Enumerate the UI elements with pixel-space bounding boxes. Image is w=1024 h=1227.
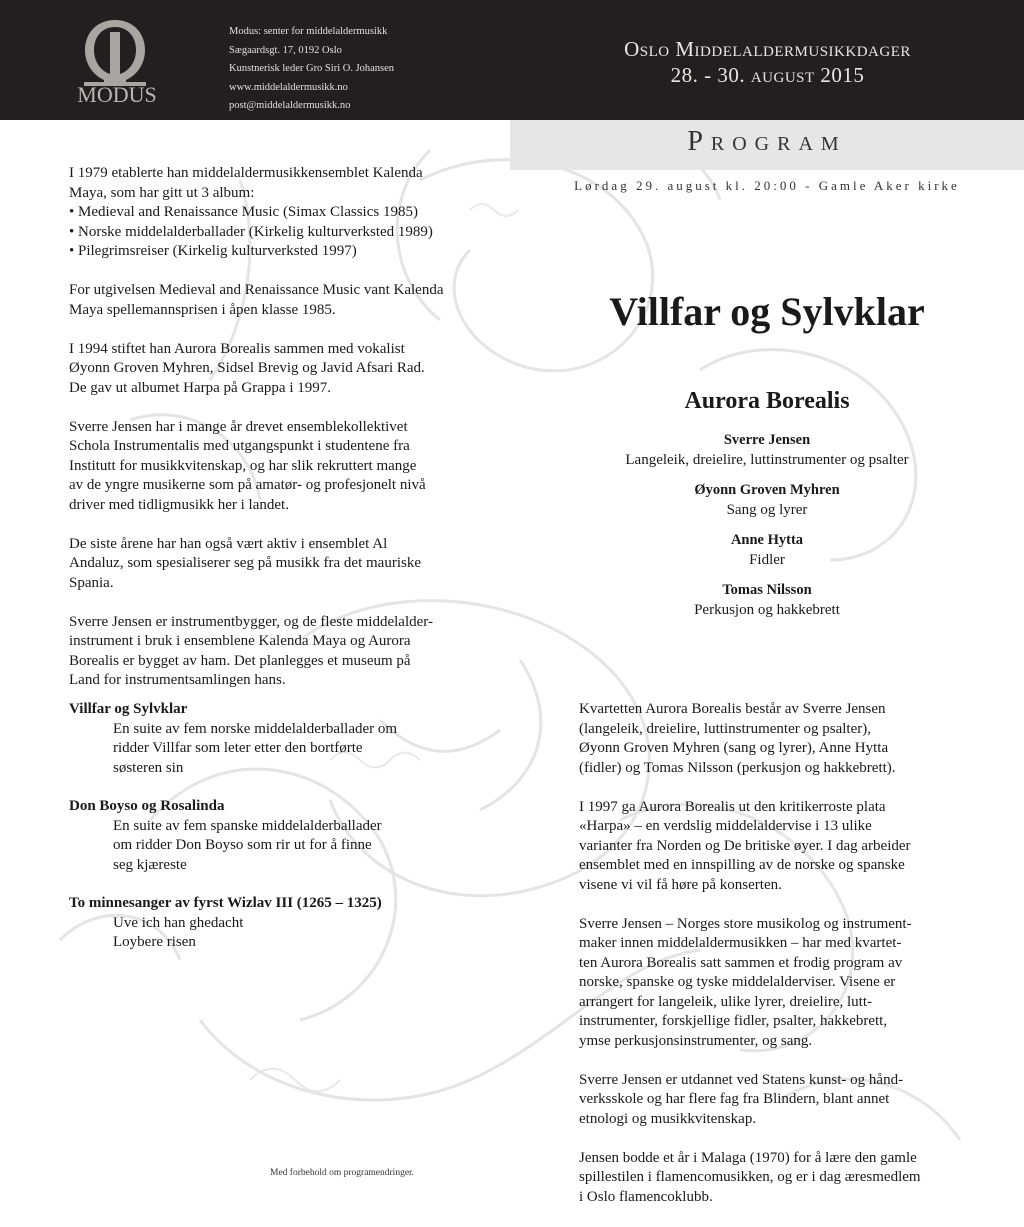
repertoire-item: [69, 797, 489, 875]
text-line: (fidler) og Tomas Nilsson (perkusjon og hakkebrett).: [579, 759, 896, 776]
text-line: instrument i bruk i ensemblene Kalenda Maya og Aurora: [69, 633, 411, 649]
text-line: Maya spellemannsprisen i åpen klasse 1985.: [69, 301, 336, 318]
text-line: Kvartetten Aurora Borealis består av Sverre Jensen: [579, 701, 886, 717]
repertoire-item: [69, 700, 489, 778]
member-item: [510, 580, 1024, 620]
text-line: visene vi vil få høre på konserten.: [579, 876, 782, 893]
concert-date-venue: Lørdag 29. august kl. 20:00 - Gamle Aker kirke: [574, 178, 960, 193]
festival-name: Oslo Middelaldermusikkdager: [624, 37, 911, 61]
text-line: Sverre Jensen er utdannet ved Statens kunst- og hånd-: [579, 1071, 904, 1088]
repertoire-line: En suite av fem spanske middelalderballader: [113, 817, 382, 834]
festival-title: [560, 36, 975, 88]
bio-paragraph: [69, 281, 489, 320]
member-list: [510, 430, 1024, 630]
email-link[interactable]: post@middelaldermusikk.no: [229, 100, 351, 111]
description-paragraph: [579, 700, 979, 778]
text-line: ymse perkusjonsinstrumenter, og sang.: [579, 1032, 813, 1049]
contact-line: Sægaardsgt. 17, 0192 Oslo: [229, 44, 342, 56]
text-line: Øyonn Groven Myhren, Sidsel Brevig og Javid Afsari Rad.: [69, 360, 425, 376]
text-line: varianter fra Norden og De britiske øyer. I dag arbeider: [579, 837, 911, 854]
ensemble-description: [579, 700, 979, 1227]
text-line: norske, spanske og tyske middelalderviser. Visene er: [579, 974, 896, 990]
member-role: Sang og lyrer: [726, 502, 808, 518]
footer-disclaimer: Med forbehold om programendringer.: [270, 1168, 415, 1178]
text-line: ten Aurora Borealis satt sammen et frodig program av: [579, 954, 903, 971]
repertoire-title: To minnesanger av fyrst Wizlav III (1265 – 1325): [69, 895, 382, 911]
text-line: Øyonn Groven Myhren (sang og lyrer), Anne Hytta: [579, 740, 889, 756]
website-link[interactable]: www.middelaldermusikk.no: [229, 81, 348, 93]
text-line: instrumenter, forskjellige fidler, psalter, hakkebrett,: [579, 1013, 888, 1029]
text-line: Borealis er bygget av ham. Det planlegges et museum på: [69, 652, 411, 669]
ensemble-name: Aurora Borealis: [684, 388, 850, 414]
text-line: Institutt for musikkvitenskap, og har slik rekruttert mange: [69, 457, 417, 474]
text-line: Spania.: [69, 574, 114, 591]
member-name: Tomas Nilsson: [722, 582, 812, 598]
concert-title: Villfar og Sylvklar: [609, 289, 925, 334]
text-line: De gav ut albumet Harpa på Grappa i 1997.: [69, 379, 331, 396]
biography-column: [69, 164, 489, 710]
description-paragraph: [579, 915, 979, 1052]
member-name: Øyonn Groven Myhren: [694, 482, 840, 498]
text-line: «Harpa» – en verdslig middelaldervise i 13 ulike: [579, 818, 872, 834]
album-list-item: • Norske middelalderballader (Kirkelig kulturverksted 1989): [69, 223, 433, 240]
bio-paragraph: [69, 418, 489, 516]
text-line: I 1994 stiftet han Aurora Borealis sammen med vokalist: [69, 340, 405, 357]
member-item: [510, 480, 1024, 520]
repertoire-title: Villfar og Sylvklar: [69, 701, 188, 717]
text-line: i Oslo flamencoklubb.: [579, 1188, 713, 1205]
album-list-item: • Pilegrimsreiser (Kirkelig kulturverksted 1997): [69, 243, 357, 259]
repertoire-line: søsteren sin: [113, 759, 184, 776]
member-name: Sverre Jensen: [723, 432, 811, 448]
album-list-item: • Medieval and Renaissance Music (Simax Classics 1985): [69, 204, 418, 220]
contact-line: Modus: senter for middelaldermusikk: [229, 26, 388, 37]
bio-paragraph: [69, 340, 489, 399]
member-item: [510, 430, 1024, 470]
text-line: Sverre Jensen har i mange år drevet ensemblekollektivet: [69, 418, 408, 435]
repertoire-list: [69, 700, 489, 972]
text-line: Maya, som har gitt ut 3 album:: [69, 184, 255, 201]
text-line: For utgivelsen Medieval and Renaissance Music vant Kalenda: [69, 282, 444, 298]
festival-dates: 28. - 30. august 2015: [670, 63, 865, 87]
text-line: etnologi og musikkvitenskap.: [579, 1110, 757, 1127]
text-line: spillestilen i flamencomusikken, og er i dag æresmedlem: [579, 1169, 921, 1185]
repertoire-line: om ridder Don Boyso som rir ut for å finne: [113, 837, 372, 853]
text-line: verksskole og har flere fag fra Blindern, blant annet: [579, 1091, 890, 1107]
text-line: arrangert for langeleik, ulike lyrer, dreielire, lutt-: [579, 993, 873, 1010]
program-heading: Program: [687, 126, 847, 157]
text-line: Andaluz, som spesialiserer seg på musikk fra det mauriske: [69, 555, 421, 571]
repertoire-line: ridder Villfar som leter etter den bortførte: [113, 740, 363, 756]
bio-paragraph: [69, 164, 489, 262]
repertoire-line: seg kjæreste: [113, 856, 187, 873]
repertoire-line: En suite av fem norske middelalderballader om: [113, 720, 398, 737]
description-paragraph: [579, 1071, 979, 1130]
contact-line: Kunstnerisk leder Gro Siri O. Johansen: [229, 63, 395, 74]
member-role: Perkusjon og hakkebrett: [694, 602, 840, 618]
description-paragraph: [579, 798, 979, 896]
text-line: driver med tidligmusikk her i landet.: [69, 496, 289, 513]
bio-paragraph: [69, 535, 489, 594]
repertoire-line: Uve ich han ghedacht: [113, 914, 244, 931]
text-line: av de yngre musikerne som på amatør- og profesjonelt nivå: [69, 477, 426, 493]
text-line: Land for instrumentsamlingen hans.: [69, 672, 286, 688]
text-line: Sverre Jensen er instrumentbygger, og de fleste middelalder-: [69, 613, 433, 630]
description-paragraph: [579, 1149, 979, 1208]
member-role: Langeleik, dreielire, luttinstrumenter og psalter: [625, 452, 909, 468]
repertoire-item: [69, 894, 489, 953]
member-role: Fidler: [749, 552, 785, 568]
logo-wordmark: MODUS: [77, 82, 157, 107]
text-line: Sverre Jensen – Norges store musikolog og instrument-: [579, 915, 912, 932]
repertoire-title: Don Boyso og Rosalinda: [69, 798, 225, 814]
bio-paragraph: [69, 613, 489, 691]
member-name: Anne Hytta: [730, 532, 804, 548]
text-line: De siste årene har han også vært aktiv i ensemblet Al: [69, 535, 388, 552]
text-line: ensemblet med en innspilling av de norske og spanske: [579, 857, 905, 873]
repertoire-line: Loybere risen: [113, 934, 196, 950]
header-bar: [0, 0, 1024, 120]
member-item: [510, 530, 1024, 570]
text-line: Jensen bodde et år i Malaga (1970) for å lære den gamle: [579, 1149, 917, 1166]
contact-info: [229, 23, 394, 116]
text-line: Schola Instrumentalis med utgangspunkt i studentene fra: [69, 438, 410, 454]
text-line: I 1997 ga Aurora Borealis ut den kritikerroste plata: [579, 798, 886, 815]
text-line: I 1979 etablerte han middelaldermusikkensemblet Kalenda: [69, 165, 423, 181]
text-line: (langeleik, dreielire, luttinstrumenter og psalter),: [579, 720, 871, 737]
text-line: maker innen middelaldermusikken – har med kvartet-: [579, 935, 902, 951]
